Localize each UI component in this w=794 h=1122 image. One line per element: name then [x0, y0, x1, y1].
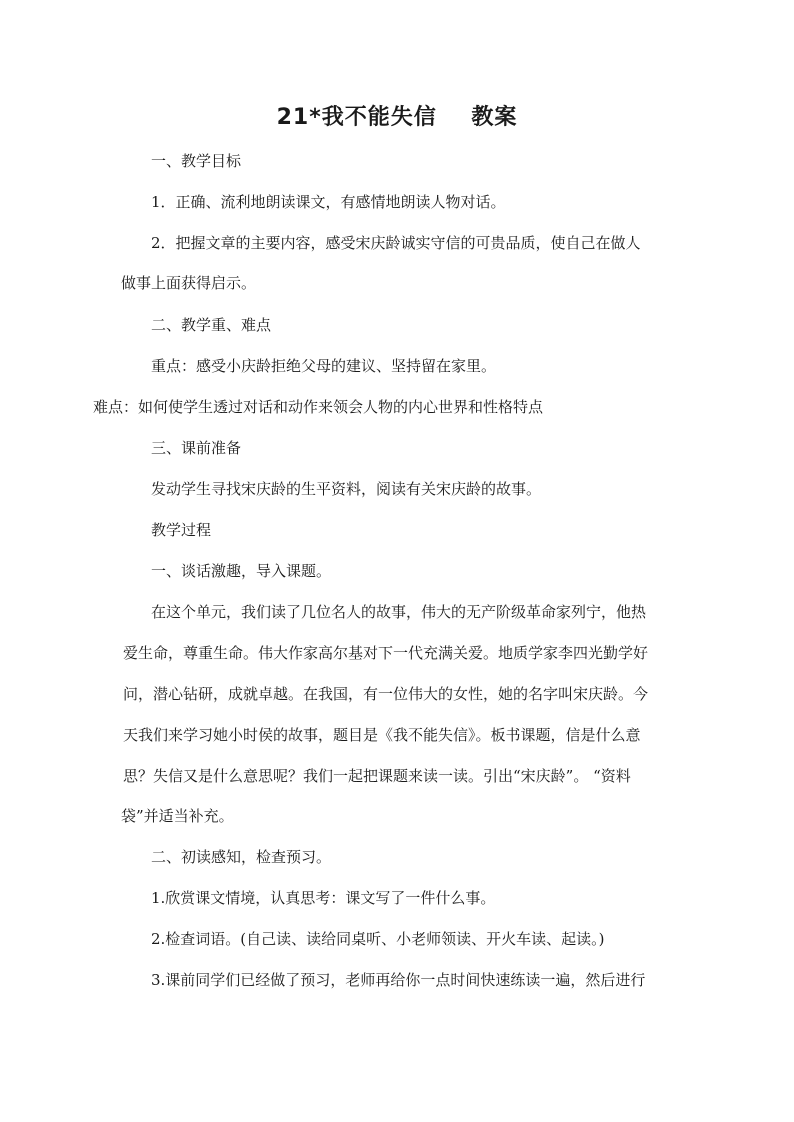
section-heading-preparation: 三、课前准备 — [151, 439, 242, 457]
paragraph-line: 发动学生寻找宋庆龄的生平资料，阅读有关宋庆龄的故事。 — [151, 480, 542, 498]
section-heading-key-points: 二、教学重、难点 — [151, 316, 272, 334]
paragraph-line: 1．正确、流利地朗读课文，有感情地朗读人物对话。 — [151, 193, 506, 211]
paragraph-line: 爱生命，尊重生命。伟大作家高尔基对下一代充满关爱。地质学家李四光勤学好 — [123, 644, 649, 662]
section-heading-intro: 一、谈话激趣，导入课题。 — [151, 562, 332, 580]
section-heading-preview: 二、初读感知，检查预习。 — [151, 848, 332, 866]
paragraph-line: 问，潜心钻研，成就卓越。在我国，有一位伟大的女性，她的名字叫宋庆龄。今 — [123, 685, 649, 703]
paragraph-line: 天我们来学习她小时侯的故事，题目是《我不能失信》。板书课题，信是什么意 — [123, 726, 641, 744]
paragraph-line: 袋”并适当补充。 — [121, 807, 234, 825]
paragraph-line: 难点：如何使学生透过对话和动作来领会人物的内心世界和性格特点 — [93, 398, 544, 416]
document-title: 21*我不能失信 教案 — [276, 105, 518, 130]
paragraph-line: 思？失信又是什么意思呢？我们一起把课题来读一读。引出“宋庆龄”。 “资料 — [123, 767, 631, 785]
section-heading-process: 教学过程 — [151, 521, 212, 539]
paragraph-line: 在这个单元，我们读了几位名人的故事，伟大的无产阶级革命家列宁，他热 — [151, 603, 647, 621]
paragraph-line: 3.课前同学们已经做了预习，老师再给你一点时间快速练读一遍，然后进行 — [151, 971, 646, 989]
paragraph-line: 做事上面获得启示。 — [121, 274, 257, 292]
section-heading-objectives: 一、教学目标 — [151, 152, 242, 170]
paragraph-line: 2．把握文章的主要内容，感受宋庆龄诚实守信的可贵品质，使自己在做人 — [151, 234, 641, 252]
paragraph-line: 1.欣赏课文情境，认真思考：课文写了一件什么事。 — [151, 889, 496, 907]
paragraph-line: 2.检查词语。(自己读、读给同桌听、小老师领读、开火车读、起读。) — [151, 930, 605, 948]
paragraph-line: 重点：感受小庆龄拒绝父母的建议、坚持留在家里。 — [151, 357, 497, 375]
